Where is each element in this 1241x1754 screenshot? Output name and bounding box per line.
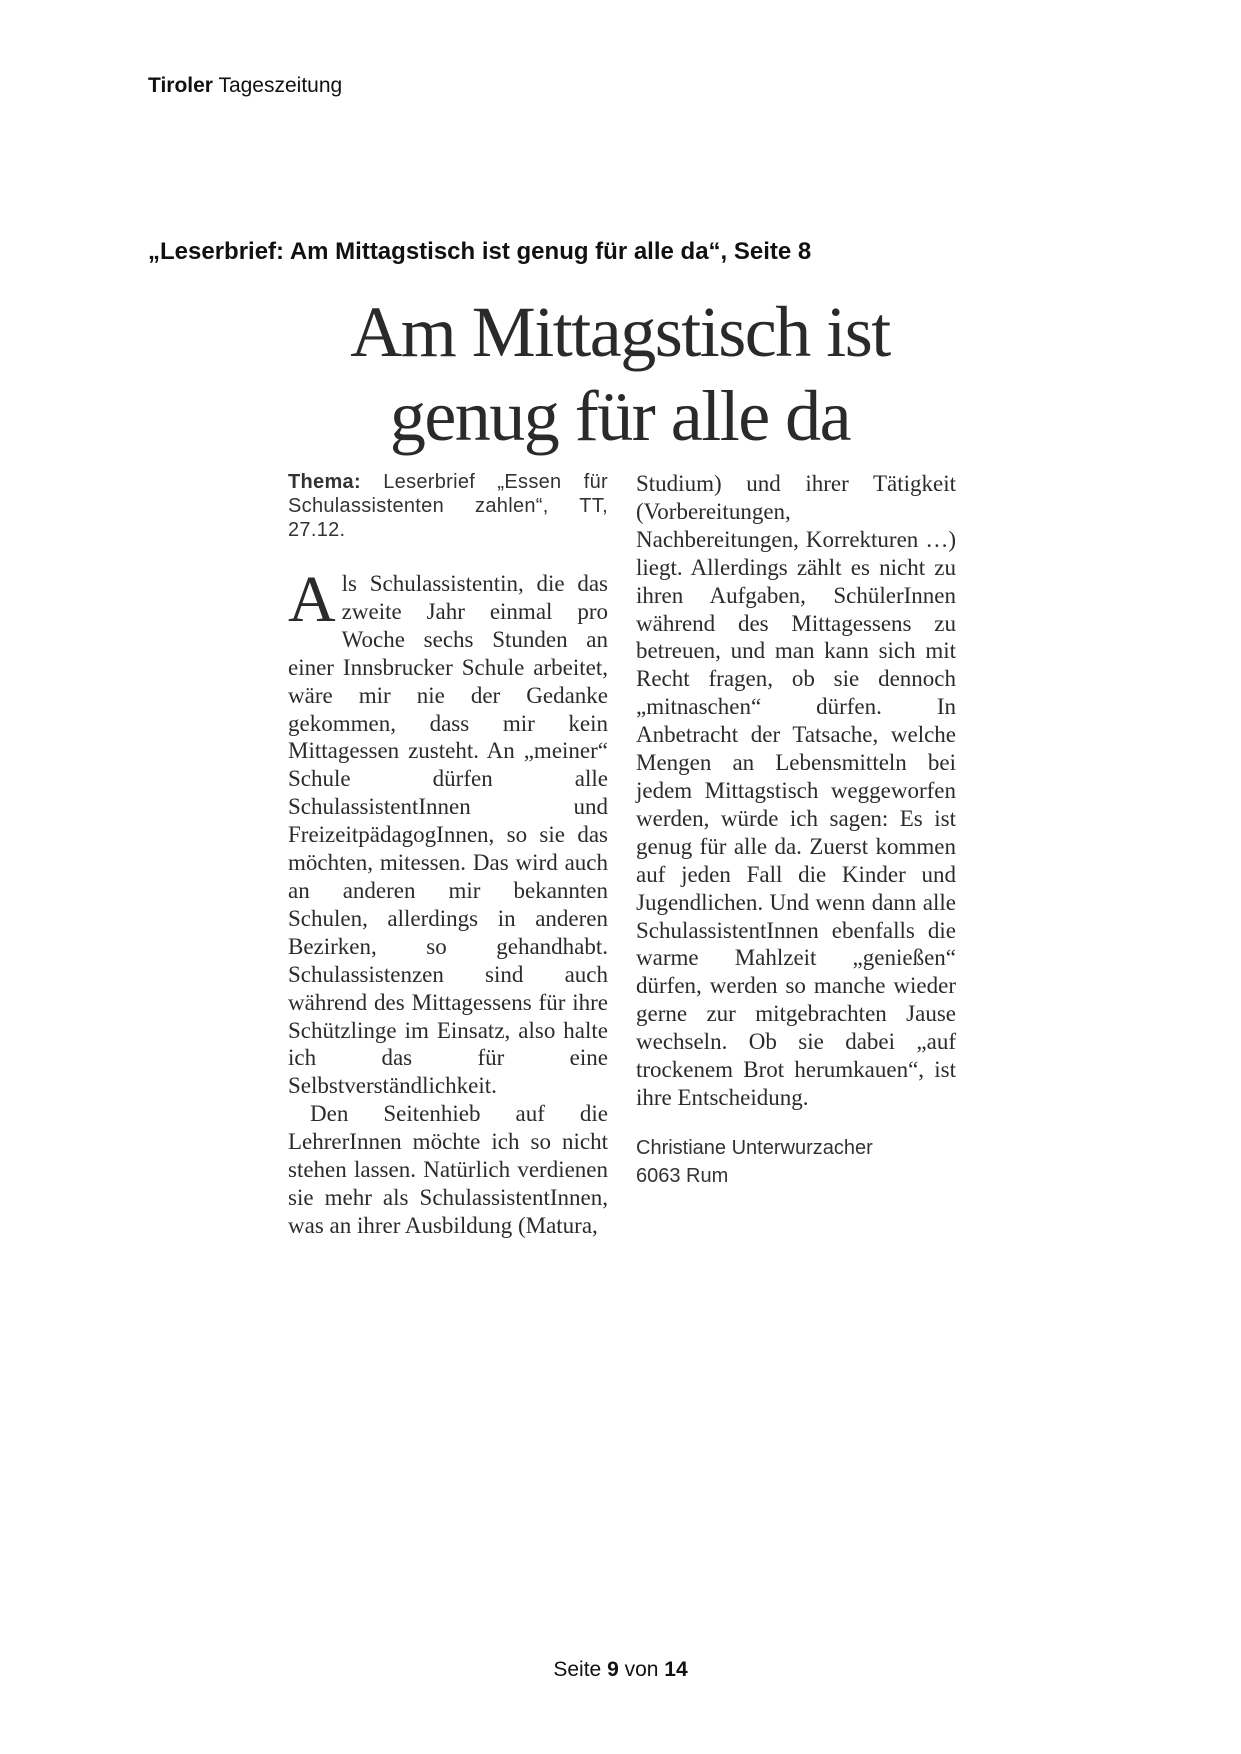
clipping-reference-title: „Leserbrief: Am Mittagstisch ist genug für alle da“, Seite 8 [148, 238, 812, 265]
author-location: 6063 Rum [636, 1164, 729, 1187]
footer-middle: von [624, 1658, 659, 1681]
article-column-left [288, 470, 608, 1240]
publication-name-rest: Tageszeitung [218, 74, 343, 97]
headline-line-2: genug für alle da [389, 376, 851, 456]
thema-text: Leserbrief „Essen für Schulassistenten zahlen“, TT, 27.12. [288, 471, 608, 541]
publication-name-bold: Tiroler [148, 74, 213, 97]
paragraph-1-text: ls Schulassistentin, die das zweite Jahr einmal pro Woche sechs Stunden an einer Innsbrucker Schule arbeitet, wäre mir nie der Gedanke gekommen, dass mir kein Mittagessen zusteht. An „meiner“ Schule dürfen alle SchulassistentInnen und FreizeitpädagogInnen, so sie das möchten, mitessen. Das wird auch an anderen mir bekannten Schulen, allerdings in anderen Bezirken, so gehandhabt. Schulassistenzen sind auch während des Mittagessens für ihre Schützlinge im Einsatz, also halte ich das für eine Selbstverständlichkeit. [288, 571, 608, 1099]
page-number-footer [0, 1658, 1241, 1682]
current-page-number: 9 [607, 1658, 619, 1681]
article-headline [280, 290, 960, 458]
headline-line-1: Am Mittagstisch ist [350, 292, 890, 372]
thema-line [288, 470, 608, 542]
author-name: Christiane Unterwurzacher [636, 1136, 873, 1159]
total-page-count: 14 [664, 1658, 688, 1681]
thema-label: Thema: [288, 471, 361, 493]
publication-name [148, 74, 342, 98]
article-column-right [636, 470, 956, 1190]
letter-signature [636, 1134, 956, 1190]
drop-cap: A [288, 563, 336, 636]
article-paragraph-2: Den Seitenhieb auf die LehrerInnen möchte ich so nicht stehen lassen. Natürlich verdienen sie mehr als SchulassistentInnen, was an ihrer Ausbildung (Matura, [288, 1101, 608, 1238]
footer-prefix: Seite [553, 1658, 602, 1681]
article-paragraph-1 [288, 563, 608, 1100]
article-paragraph-3: Studium) und ihrer Tätigkeit (Vorbereitungen, Nachbereitungen, Korrekturen …) liegt. Allerdings zählt es nicht zu ihren Aufgaben, SchülerInnen während des Mittagessens zu betreuen, und man kann sich mit Recht fragen, ob sie dennoch „mitnaschen“ dürfen. In Anbetracht der Tatsache, welche Mengen an Lebensmitteln bei jedem Mittagstisch weggeworfen werden, würde ich sagen: Es ist genug für alle da. Zuerst kommen auf jeden Fall die Kinder und Jugendlichen. Und wenn dann alle SchulassistentInnen ebenfalls die warme Mahlzeit „genießen“ dürfen, werden so manche wieder gerne zur mitgebrachten Jause wechseln. Ob sie dabei „auf trockenem Brot herumkauen“, ist ihre Entscheidung. [636, 471, 956, 1110]
